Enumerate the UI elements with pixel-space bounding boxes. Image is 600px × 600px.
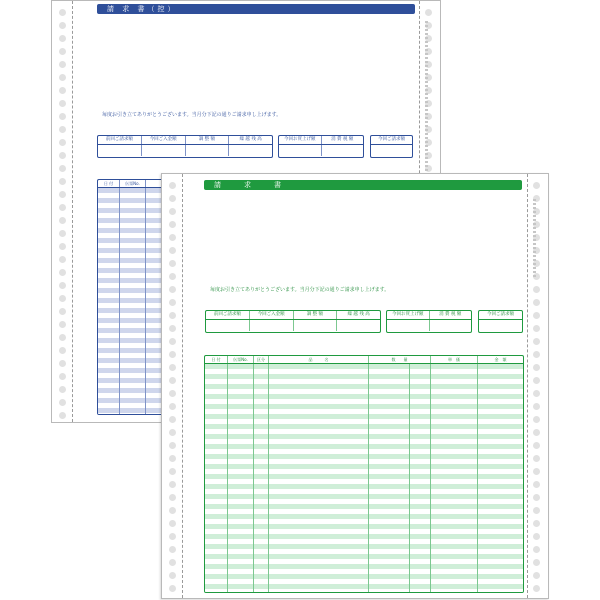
feed-hole [169, 364, 176, 371]
feed-hole [169, 585, 176, 592]
feed-hole [533, 364, 540, 371]
feed-hole [533, 494, 540, 501]
feed-hole [59, 386, 66, 393]
feed-hole [533, 442, 540, 449]
greeting-text: 毎度お引き立てありがとうございます。当月分下記の通りご請求申し上げます。 [210, 287, 390, 293]
feed-hole [59, 9, 66, 16]
feed-hole [169, 351, 176, 358]
label-current-billed: 今回ご請求額 [378, 137, 405, 142]
header-quantity: 数 量 [368, 356, 430, 363]
feed-hole [169, 182, 176, 189]
feed-hole [169, 299, 176, 306]
header-amount: 金 額 [477, 356, 523, 363]
label-consumption-tax: 消 費 税 額 [321, 136, 364, 144]
feed-hole [59, 126, 66, 133]
label-payment-received: 今回ご入金額 [249, 311, 293, 319]
left-tractor-holes [166, 174, 180, 598]
feed-hole [59, 113, 66, 120]
summary-box-total [478, 310, 523, 333]
feed-hole [533, 455, 540, 462]
feed-hole [169, 494, 176, 501]
feed-hole [169, 559, 176, 566]
label-current-billed: 今回ご請求額 [487, 312, 514, 317]
feed-hole [169, 377, 176, 384]
feed-hole [59, 152, 66, 159]
feed-hole [59, 217, 66, 224]
header-date: 日 付 [211, 357, 221, 362]
feed-hole [169, 273, 176, 280]
feed-hole [425, 9, 432, 16]
label-previous-billed: 前回ご請求額 [213, 312, 241, 317]
header-slip-no: 伝票No. [227, 356, 253, 363]
feed-hole [169, 338, 176, 345]
label-payment-received: 今回ご入金額 [141, 136, 185, 144]
feed-hole [533, 572, 540, 579]
feed-hole [533, 520, 540, 527]
header-unit-price: 単 価 [430, 356, 477, 363]
feed-hole [533, 351, 540, 358]
feed-hole [169, 572, 176, 579]
feed-hole [169, 208, 176, 215]
feed-hole [59, 360, 66, 367]
feed-hole [169, 247, 176, 254]
feed-hole [169, 533, 176, 540]
vertical-print-code [425, 21, 428, 171]
left-tractor-holes [56, 1, 70, 422]
feed-hole [59, 269, 66, 276]
feed-hole [169, 520, 176, 527]
feed-hole [533, 546, 540, 553]
feed-hole [169, 234, 176, 241]
label-current-purchase: 今回お買上げ額 [284, 137, 316, 142]
feed-hole [59, 321, 66, 328]
feed-hole [59, 399, 66, 406]
feed-hole [59, 61, 66, 68]
header-item-name: 品 名 [268, 356, 368, 363]
feed-hole [169, 221, 176, 228]
header-category: 区分 [253, 356, 268, 363]
summary-box-total [370, 135, 413, 158]
feed-hole [169, 195, 176, 202]
feed-hole [59, 48, 66, 55]
feed-hole [533, 416, 540, 423]
feed-hole [169, 468, 176, 475]
feed-hole [169, 403, 176, 410]
feed-hole [533, 507, 540, 514]
feed-hole [169, 429, 176, 436]
feed-hole [59, 243, 66, 250]
label-carried-balance: 繰 越 残 高 [228, 136, 272, 144]
header-date: 日 付 [103, 181, 114, 186]
feed-hole [59, 74, 66, 81]
feed-hole [169, 416, 176, 423]
feed-hole [59, 165, 66, 172]
label-previous-billed: 前回ご請求額 [105, 137, 133, 142]
feed-hole [533, 429, 540, 436]
feed-hole [533, 325, 540, 332]
feed-hole [533, 585, 540, 592]
feed-hole [533, 468, 540, 475]
right-perforation [527, 174, 528, 598]
feed-hole [533, 481, 540, 488]
feed-hole [59, 295, 66, 302]
feed-hole [533, 533, 540, 540]
feed-hole [59, 334, 66, 341]
title-bar: 請 求 書（控） [97, 4, 415, 14]
feed-hole [59, 204, 66, 211]
feed-hole [169, 455, 176, 462]
title-bar: 請 求 書 [204, 180, 522, 190]
feed-hole [169, 325, 176, 332]
label-current-purchase: 今回お買上げ額 [392, 312, 424, 317]
feed-hole [59, 256, 66, 263]
feed-hole [169, 442, 176, 449]
label-carried-balance: 繰 越 残 高 [336, 311, 380, 319]
feed-hole [59, 35, 66, 42]
feed-hole [59, 347, 66, 354]
feed-hole [59, 308, 66, 315]
feed-hole [169, 286, 176, 293]
label-consumption-tax: 消 費 税 額 [429, 311, 472, 319]
summary-box-balance [97, 135, 273, 158]
feed-hole [533, 403, 540, 410]
feed-hole [533, 312, 540, 319]
feed-hole [533, 182, 540, 189]
greeting-text: 毎度お引き立てありがとうございます。当月分下記の通りご請求申し上げます。 [102, 112, 282, 118]
feed-hole [59, 178, 66, 185]
feed-hole [169, 390, 176, 397]
feed-hole [533, 299, 540, 306]
feed-hole [533, 390, 540, 397]
feed-hole [169, 507, 176, 514]
feed-hole [59, 139, 66, 146]
feed-hole [59, 373, 66, 380]
feed-hole [533, 286, 540, 293]
label-adjustment: 調 整 額 [293, 311, 337, 319]
header-slip-no: 伝票No. [119, 180, 145, 187]
feed-hole [59, 22, 66, 29]
feed-hole [169, 312, 176, 319]
feed-hole [59, 100, 66, 107]
feed-hole [533, 559, 540, 566]
vertical-print-code [533, 199, 536, 279]
feed-hole [533, 377, 540, 384]
feed-hole [59, 282, 66, 289]
line-items-table [204, 355, 524, 593]
feed-hole [533, 338, 540, 345]
label-adjustment: 調 整 額 [185, 136, 229, 144]
summary-box-purchase [278, 135, 364, 158]
summary-box-balance [205, 310, 381, 333]
feed-hole [59, 87, 66, 94]
left-perforation [72, 1, 73, 422]
feed-hole [59, 230, 66, 237]
feed-hole [169, 481, 176, 488]
summary-box-purchase [386, 310, 472, 333]
feed-hole [169, 546, 176, 553]
feed-hole [59, 191, 66, 198]
invoice-original-sheet [161, 173, 549, 599]
feed-hole [169, 260, 176, 267]
left-perforation [182, 174, 183, 598]
feed-hole [59, 412, 66, 419]
